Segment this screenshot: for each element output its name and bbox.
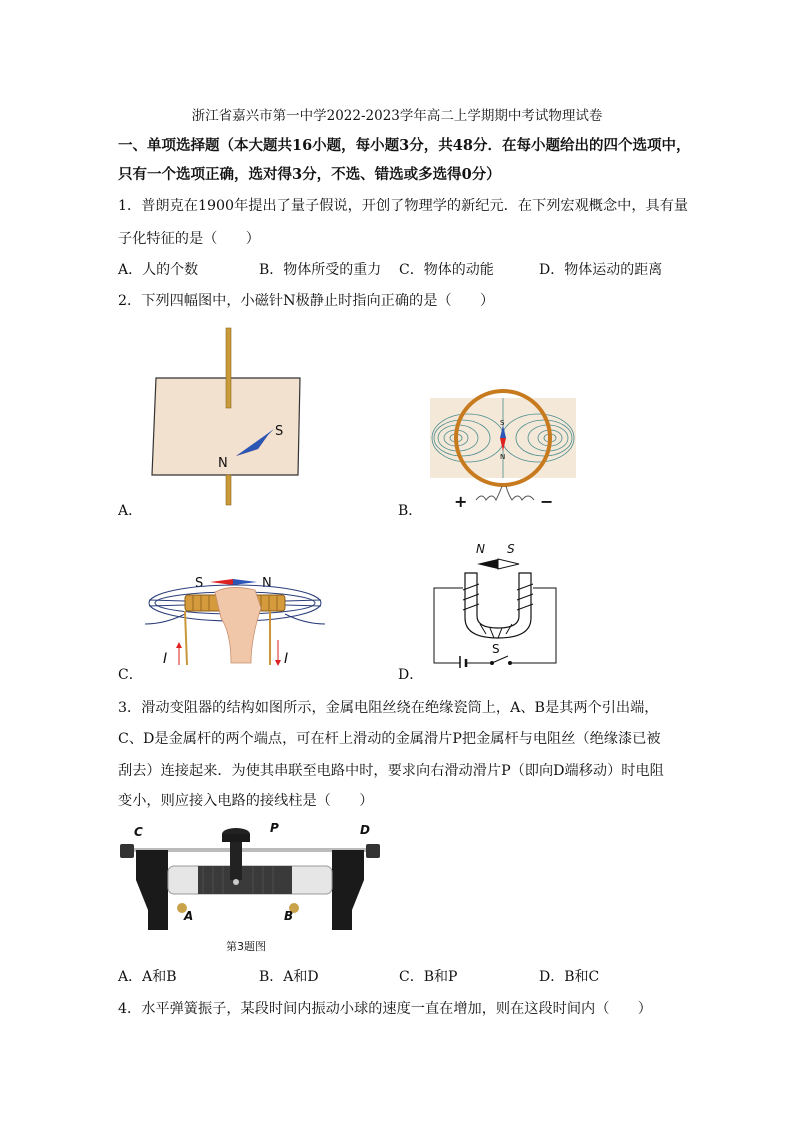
figure-d-electromagnet bbox=[430, 538, 560, 668]
figure-c-label: C． bbox=[118, 667, 143, 683]
figure-d-label: D． bbox=[398, 667, 424, 683]
q1-option-b: B．物体所受的重力 bbox=[259, 262, 382, 278]
figB-plus: + bbox=[454, 492, 468, 511]
q3-stem-line2: C、D是金属杆的两个端点，可在杆上滑动的金属滑片P把金属杆与电阻丝（绝缘漆已被 bbox=[118, 731, 661, 747]
section-heading-line2: 只有一个选项正确，选对得3分，不选、错选或多选得0分） bbox=[118, 166, 501, 183]
figure-a-straight-wire bbox=[148, 325, 308, 510]
q3-option-b: B．A和D bbox=[259, 969, 319, 985]
figA-n-label: N bbox=[218, 456, 228, 471]
figure-q3-rheostat bbox=[118, 820, 382, 960]
q3-option-a: A．A和B bbox=[118, 969, 177, 985]
q1-stem-line1: 1．普朗克在1900年提出了量子假说，开创了物理学的新纪元．在下列宏观概念中，具有量 bbox=[118, 198, 689, 214]
page-title: 浙江省嘉兴市第一中学2022-2023学年高二上学期期中考试物理试卷 bbox=[191, 108, 603, 124]
q3-fig-a: A bbox=[184, 909, 194, 923]
q1-stem-line2: 子化特征的是（ ） bbox=[118, 231, 260, 247]
q3-fig-b: B bbox=[284, 909, 294, 923]
figB-s-label: S bbox=[500, 419, 505, 427]
section-heading-line1: 一、单项选择题（本大题共16小题，每小题3分，共48分．在每小题给出的四个选项中， bbox=[118, 137, 691, 154]
figD-s-label: S bbox=[507, 542, 515, 556]
figure-b-label: B． bbox=[398, 503, 423, 519]
figA-s-label: S bbox=[275, 424, 284, 439]
figB-minus: − bbox=[540, 492, 554, 511]
figure-a-label: A． bbox=[118, 503, 143, 519]
q3-stem-line4: 变小，则应接入电路的接线柱是（ ） bbox=[118, 793, 374, 809]
figure-b-circular-loop bbox=[428, 383, 578, 511]
figD-switch-label: S bbox=[492, 642, 500, 656]
q3-fig-p: P bbox=[270, 821, 279, 835]
q1-option-d: D．物体运动的距离 bbox=[539, 262, 663, 278]
q2-stem: 2．下列四幅图中，小磁针N极静止时指向正确的是（ ） bbox=[118, 293, 495, 309]
q3-fig-caption: 第3题图 bbox=[226, 940, 266, 953]
figC-i-left: I bbox=[163, 651, 168, 667]
q4-stem: 4．水平弹簧振子，某段时间内振动小球的速度一直在增加，则在这段时间内（ ） bbox=[118, 1001, 652, 1017]
q1-option-a: A．人的个数 bbox=[118, 262, 199, 278]
q3-fig-c: C bbox=[134, 825, 143, 839]
figB-n-label: N bbox=[500, 453, 506, 461]
figC-n-label: N bbox=[262, 576, 272, 591]
figC-i-right: I bbox=[284, 651, 289, 667]
q3-option-d: D．B和C bbox=[539, 969, 600, 985]
q3-fig-d: D bbox=[360, 823, 370, 837]
figD-n-label: N bbox=[476, 542, 485, 556]
q3-option-c: C．B和P bbox=[399, 969, 458, 985]
q3-stem-line3: 刮去）连接起来．为使其串联至电路中时，要求向右滑动滑片P（即向D端移动）时电阻 bbox=[118, 763, 664, 779]
figC-s-label: S bbox=[195, 576, 204, 591]
q1-option-c: C．物体的动能 bbox=[399, 262, 494, 278]
q3-stem-line1: 3．滑动变阻器的结构如图所示，金属电阻丝绕在绝缘瓷筒上，A、B是其两个引出端， bbox=[118, 700, 659, 716]
figure-c-solenoid bbox=[145, 570, 325, 670]
